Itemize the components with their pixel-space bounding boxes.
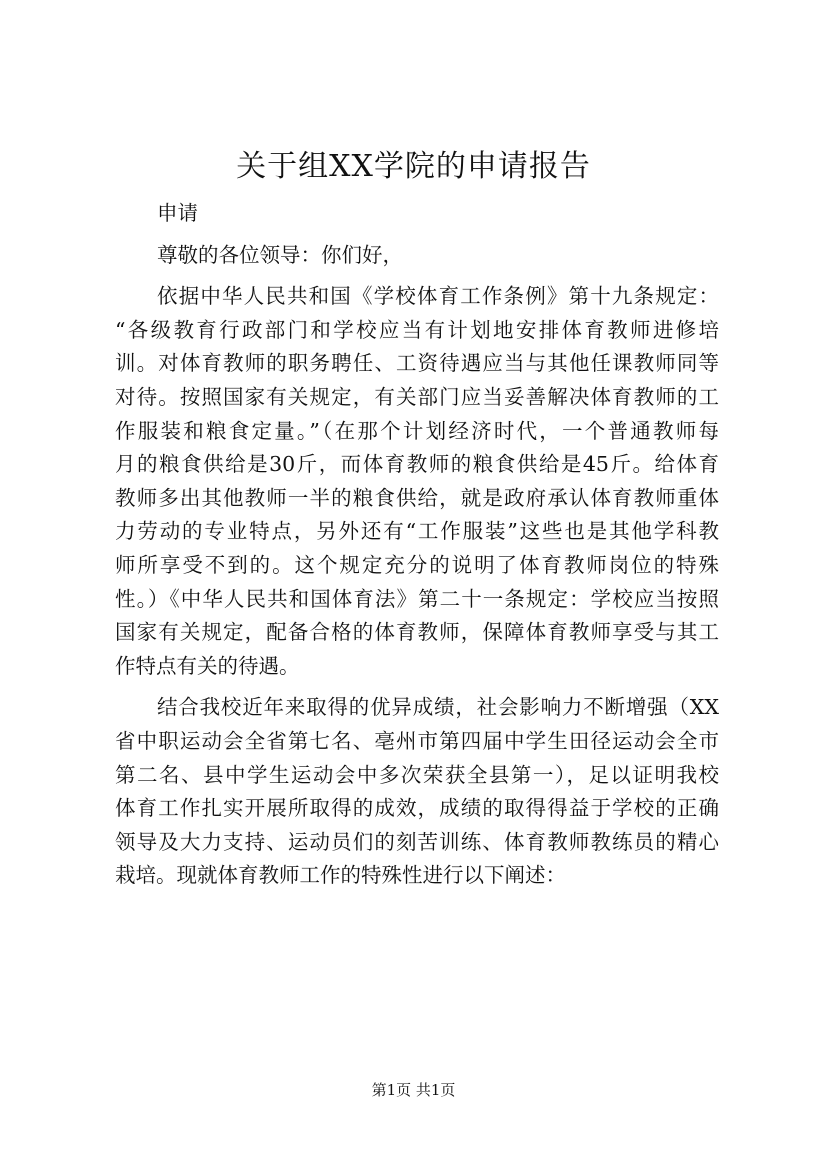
paragraph-line: 师所享受不到的。这个规定充分的说明了体育教师岗位的特殊 xyxy=(115,552,719,577)
paragraph-line: 作特点有关的待遇。 xyxy=(115,653,300,678)
paragraph-line: 国家有关规定，配备合格的体育教师，保障体育教师享受与其工 xyxy=(115,620,719,645)
paragraph-line: 力劳动的专业特点，另外还有“工作服装”这些也是其他学科教 xyxy=(115,519,719,544)
paragraph-line: 性。）《中华人民共和国体育法》第二十一条规定：学校应当按照 xyxy=(115,586,719,611)
document-body xyxy=(115,197,719,893)
paragraph-line: 结合我校近年来取得的优异成绩，社会影响力不断增强（XX xyxy=(157,695,719,720)
paragraph-line: 训。对体育教师的职务聘任、工资待遇应当与其他任课教师同等 xyxy=(115,351,719,376)
paragraph-line: 作服装和粮食定量。”（在那个计划经济时代，一个普通教师每 xyxy=(115,418,719,443)
paragraph-line: 第二名、县中学生运动会中多次荣获全县第一），足以证明我校 xyxy=(115,762,719,787)
paragraph-line: 领导及大力支持、运动员们的刻苦训练、体育教师教练员的精心 xyxy=(115,829,719,854)
paragraph-line: 月的粮食供给是30斤，而体育教师的粮食供给是45斤。给体育 xyxy=(115,452,719,477)
paragraph-line: 依据中华人民共和国《学校体育工作条例》第十九条规定： xyxy=(157,284,719,309)
paragraph-line: 尊敬的各位领导：你们好， xyxy=(157,242,403,267)
paragraph-line: 对待。按照国家有关规定，有关部门应当妥善解决体育教师的工 xyxy=(115,384,719,409)
paragraph-line: 申请 xyxy=(157,201,198,225)
paragraph-line: “各级教育行政部门和学校应当有计划地安排体育教师进修培 xyxy=(115,317,719,342)
page-footer: 第1页 共1页 xyxy=(371,1081,456,1099)
paragraph-line: 省中职运动会全省第七名、亳州市第四届中学生田径运动会全市 xyxy=(115,728,719,753)
paragraph-line: 教师多出其他教师一半的粮食供给，就是政府承认体育教师重体 xyxy=(115,485,719,510)
paragraph-line: 体育工作扎实开展所取得的成效，成绩的取得得益于学校的正确 xyxy=(115,796,719,821)
paragraph-line: 栽培。现就体育教师工作的特殊性进行以下阐述： xyxy=(115,863,566,888)
document-title: 关于组XX学院的申请报告 xyxy=(236,149,591,184)
